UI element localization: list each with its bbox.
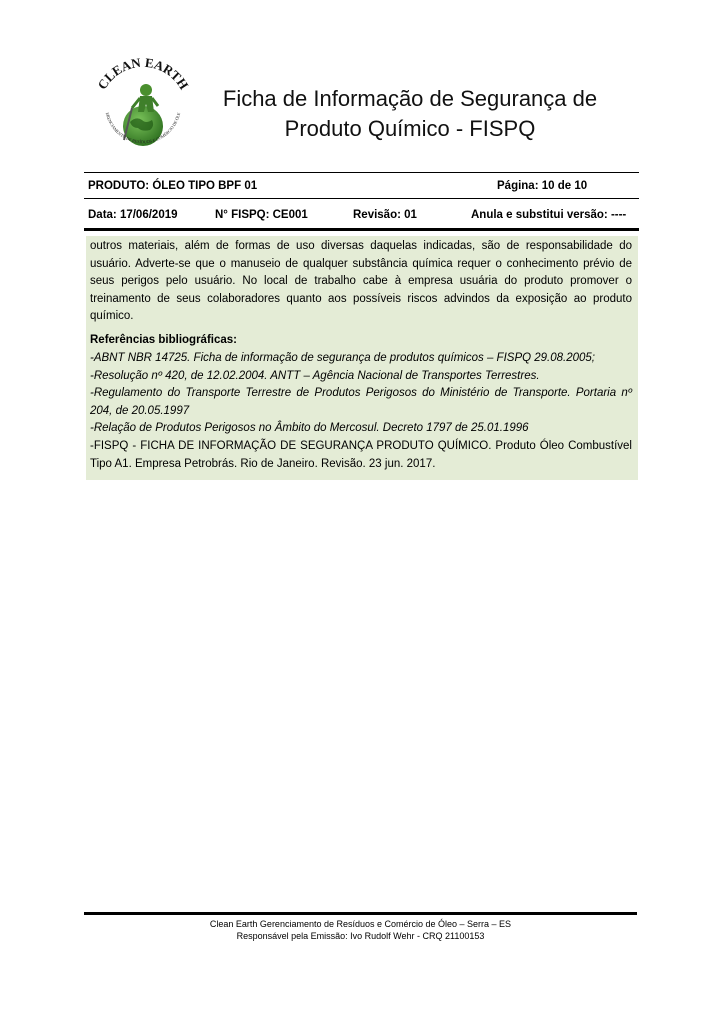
page-number: Página: 10 de 10 — [497, 180, 588, 192]
title-line-1: Ficha de Informação de Segurança de — [222, 86, 598, 111]
reference-item: -Resolução nº 420, de 12.02.2004. ANTT – Agência Nacional de Transportes Terrestres. — [90, 369, 540, 382]
fispq-number: N° FISPQ: CE001 — [215, 209, 308, 221]
svg-text:GERENCIAMENTO DE RESÍDUOS E CO: ERENCIAMENTO DE RESÍDUOS E COMÉRCIO DE ÓLE — [104, 111, 182, 145]
body-paragraph: outros materiais, além de formas de uso diversas daquelas indicadas, são de responsabilidade do usuário. Adverte-se que o manuseio de qualquer substância química requer o conhecimento prévio de seus perigos pelo usuário. No local de trabalho cabe à empresa usuária do produto promover o treinamento de seus colaboradores quanto aos possíveis riscos advindos da exposição ao produto químico. — [90, 240, 632, 323]
references-heading: Referências bibliográficas: — [90, 334, 237, 346]
header-rule-middle — [84, 198, 639, 199]
header-rule-bottom — [84, 228, 639, 231]
document-title — [212, 84, 608, 144]
reference-item: -Regulamento do Transporte Terrestre de Produtos Perigosos do Ministério de Transporte. Portaria nº 204, de 20.05.1997 — [90, 387, 632, 417]
reference-item: -ABNT NBR 14725. Ficha de informação de segurança de produtos químicos – FISPQ 29.08.2005; — [90, 352, 596, 364]
reference-item: -FISPQ - FICHA DE INFORMAÇÃO DE SEGURANÇA PRODUTO QUÍMICO. Produto Óleo Combustível Tipo A1. Empresa Petrobrás. Rio de Janeiro. Revisão. 23 jun. 2017. — [90, 439, 632, 470]
reference-item: -Relação de Produtos Perigosos no Âmbito do Mercosul. Decreto 1797 de 25.01.1996 — [90, 422, 529, 435]
product-name: PRODUTO: ÓLEO TIPO BPF 01 — [88, 180, 258, 192]
title-line-2: Produto Químico - FISPQ — [284, 116, 536, 141]
header-rule-top — [84, 172, 639, 173]
footer-company: Clean Earth Gerenciamento de Resíduos e Comércio de Óleo – Serra – ES — [209, 919, 512, 929]
issue-date: Data: 17/06/2019 — [88, 209, 178, 221]
footer-rule — [84, 912, 637, 915]
clean-earth-logo — [88, 52, 198, 164]
replaces-version: Anula e substitui versão: ---- — [471, 209, 627, 221]
footer — [84, 919, 637, 942]
footer-responsible: Responsável pela Emissão: Ivo Rudolf Wehr - CRQ 21100153 — [236, 930, 485, 941]
references-list — [90, 350, 632, 473]
svg-text:CLEAN EARTH: CLEAN EARTH — [94, 54, 192, 93]
revision: Revisão: 01 — [353, 209, 417, 221]
